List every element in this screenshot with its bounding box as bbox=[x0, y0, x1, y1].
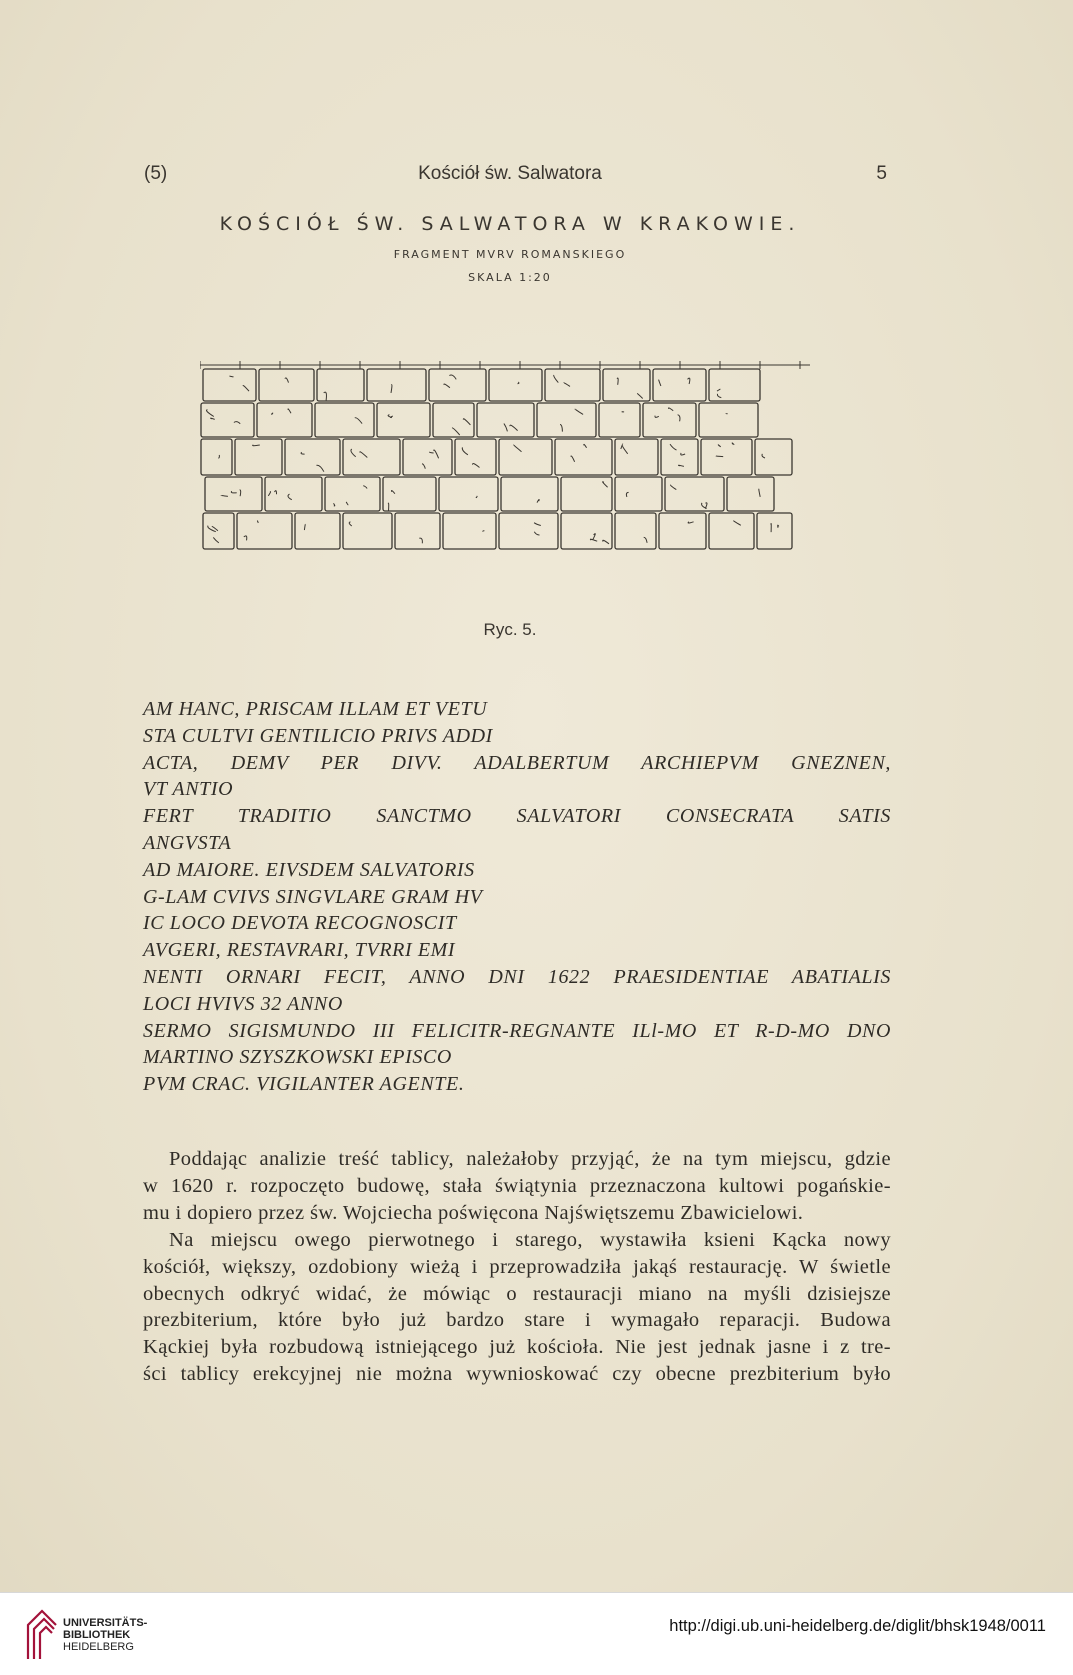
wall-stone bbox=[377, 403, 430, 437]
inscription-line: AD MAIORE. EIVSDEM SALVATORIS bbox=[143, 857, 891, 884]
wall-stone bbox=[443, 513, 496, 549]
inscription-line: G-LAM CVIVS SINGVLARE GRAM HV bbox=[143, 884, 891, 911]
stone-crack bbox=[510, 425, 518, 430]
footer-bar bbox=[0, 1592, 1073, 1675]
text-line: kościół, większy, ozdobiony wieżą i przeprowadziła jakąś restaurację. W świetle bbox=[143, 1254, 891, 1281]
text-line: Na miejscu owego pierwotnego i starego, wystawiła ksieni Kącka nowy bbox=[143, 1227, 891, 1254]
wall-stone bbox=[403, 439, 452, 475]
stone-crack bbox=[518, 382, 520, 384]
wall-stone bbox=[615, 477, 662, 511]
stone-crack bbox=[275, 491, 277, 495]
stone-crack bbox=[419, 538, 422, 543]
wall-stone bbox=[439, 477, 498, 511]
figure-caption: Ryc. 5. bbox=[0, 620, 1020, 640]
university-library-logo bbox=[22, 1605, 62, 1661]
wall-stone bbox=[429, 369, 486, 401]
inscription-line: SERMO SIGISMUNDO III FELICITR-REGNANTE ILl-MO ET R-D-MO DNO bbox=[143, 1018, 891, 1045]
stone-crack bbox=[243, 385, 249, 391]
stone-crack bbox=[603, 540, 609, 544]
stone-crack bbox=[554, 375, 559, 383]
stone-crack bbox=[668, 408, 673, 411]
stone-crack bbox=[449, 375, 456, 379]
stone-crack bbox=[759, 489, 760, 497]
stone-crack bbox=[734, 521, 741, 525]
wall-stone bbox=[599, 403, 640, 437]
stone-crack bbox=[304, 524, 305, 530]
stone-crack bbox=[211, 418, 215, 419]
stone-crack bbox=[231, 491, 236, 493]
wall-stone bbox=[537, 403, 596, 437]
stone-crack bbox=[218, 455, 219, 458]
stone-crack bbox=[301, 452, 305, 454]
stone-crack bbox=[391, 385, 392, 393]
stone-crack bbox=[434, 450, 439, 458]
stone-crack bbox=[334, 503, 335, 506]
stone-crack bbox=[349, 522, 352, 526]
inscription-line: NENTI ORNARI FECIT, ANNO DNI 1622 PRAESIDENTIAE ABATIALIS bbox=[143, 964, 891, 991]
library-name-line: BIBLIOTHEK bbox=[63, 1629, 147, 1641]
wall-stone bbox=[499, 439, 552, 475]
page-number: 5 bbox=[876, 163, 887, 185]
wall-stone bbox=[201, 403, 254, 437]
stone-crack bbox=[717, 394, 721, 398]
stone-crack bbox=[268, 492, 270, 496]
wall-stone bbox=[315, 403, 374, 437]
stone-crack bbox=[288, 409, 291, 413]
stone-crack bbox=[623, 446, 628, 454]
wall-stone bbox=[343, 439, 400, 475]
stone-crack bbox=[716, 456, 723, 457]
text-line: ści tablicy erekcyjnej nie można wywnioskować czy obecne prezbiterium było bbox=[143, 1361, 891, 1388]
text-line: w 1620 r. rozpoczęto budowę, stała świątynia przeznaczona kultowi pogańskie- bbox=[143, 1173, 891, 1200]
inscription-line: MARTINO SZYSZKOWSKI EPISCO bbox=[143, 1044, 891, 1071]
stone-crack bbox=[253, 445, 260, 446]
wall-fragment-drawing bbox=[200, 355, 830, 600]
stone-crack bbox=[221, 495, 228, 496]
figure-subtitle: FRAGMENT MVRV ROMANSKIEGO bbox=[0, 248, 1020, 261]
stone-crack bbox=[462, 447, 468, 454]
stone-crack bbox=[351, 449, 356, 457]
wall-stone bbox=[545, 369, 600, 401]
stone-crack bbox=[244, 536, 247, 540]
stone-crack bbox=[762, 454, 765, 458]
wall-stone bbox=[455, 439, 496, 475]
text-line: prezbiterium, które było już bardzo stare i wymagało reparacji. Budowa bbox=[143, 1307, 891, 1334]
stone-crack bbox=[476, 496, 477, 498]
stone-crack bbox=[670, 485, 676, 490]
inscription-text bbox=[143, 696, 891, 1098]
wall-stone bbox=[259, 369, 314, 401]
stone-crack bbox=[688, 378, 690, 384]
text-line: obecnych odkryć widać, że mówiąc o restauracji miano na myśli dzisiejsze bbox=[143, 1281, 891, 1308]
wall-stone bbox=[433, 403, 474, 437]
stone-crack bbox=[778, 525, 779, 528]
text-line: mu i dopiero przez św. Wojciecha poświęcona Najświętszemu Zbawicielowi. bbox=[143, 1200, 891, 1227]
stone-crack bbox=[617, 378, 618, 385]
wall-stone bbox=[661, 439, 698, 475]
wall-stone bbox=[699, 403, 758, 437]
stone-crack bbox=[718, 445, 720, 447]
library-name-line: HEIDELBERG bbox=[63, 1641, 147, 1653]
wall-stone bbox=[257, 403, 312, 437]
stone-crack bbox=[705, 503, 707, 509]
stone-crack bbox=[603, 482, 608, 487]
inscription-line: AM HANC, PRISCAM ILLAM ET VETU bbox=[143, 696, 891, 723]
paragraph bbox=[143, 1227, 891, 1388]
inscription-line: AVGERI, RESTAVRARI, TVRRI EMI bbox=[143, 937, 891, 964]
body-text bbox=[143, 1146, 891, 1388]
wall-stone bbox=[383, 477, 436, 511]
stone-crack bbox=[234, 422, 240, 424]
stone-crack bbox=[670, 444, 677, 450]
wall-stone bbox=[603, 369, 650, 401]
wall-stone bbox=[757, 513, 792, 549]
stone-crack bbox=[644, 537, 647, 542]
stone-crack bbox=[363, 486, 367, 489]
stone-crack bbox=[206, 410, 213, 417]
stone-crack bbox=[659, 380, 661, 386]
wall-stone bbox=[755, 439, 792, 475]
stone-crack bbox=[360, 452, 367, 458]
inscription-line: FERT TRADITIO SANCTMO SALVATORI CONSECRATA SATIS bbox=[143, 803, 891, 830]
section-number: (5) bbox=[144, 163, 167, 185]
stone-crack bbox=[483, 531, 484, 532]
wall-stone bbox=[561, 477, 612, 511]
stone-crack bbox=[271, 413, 272, 414]
wall-stone bbox=[265, 477, 322, 511]
wall-stone bbox=[709, 369, 760, 401]
inscription-line: VT ANTIO bbox=[143, 776, 891, 803]
stone-crack bbox=[717, 389, 720, 391]
stone-crack bbox=[240, 490, 241, 496]
wall-stone bbox=[237, 513, 292, 549]
stone-crack bbox=[593, 534, 596, 540]
wall-stone bbox=[499, 513, 558, 549]
inscription-line: PVM CRAC. VIGILANTER AGENTE. bbox=[143, 1071, 891, 1098]
stone-crack bbox=[688, 522, 694, 523]
wall-stone bbox=[205, 477, 262, 511]
stone-crack bbox=[534, 532, 539, 535]
stone-crack bbox=[584, 444, 587, 447]
stone-crack bbox=[655, 416, 659, 418]
stone-crack bbox=[463, 419, 470, 425]
stone-crack bbox=[316, 465, 324, 471]
stone-crack bbox=[324, 392, 327, 400]
stone-crack bbox=[626, 492, 628, 497]
figure-title: KOŚCIÓŁ ŚW. SALWATORA W KRAKOWIE. bbox=[0, 213, 1020, 235]
stone-crack bbox=[430, 452, 434, 453]
inscription-line: IC LOCO DEVOTA RECOGNOSCIT bbox=[143, 910, 891, 937]
stone-crack bbox=[537, 499, 539, 502]
inscription-line: ACTA, DEMV PER DIVV. ADALBERTUM ARCHIEPVM GNEZNEN, bbox=[143, 750, 891, 777]
wall-stone bbox=[501, 477, 558, 511]
wall-stone bbox=[615, 439, 658, 475]
wall-stone bbox=[489, 369, 542, 401]
wall-stone bbox=[561, 513, 612, 549]
inscription-line: LOCI HVIVS 32 ANNO bbox=[143, 991, 891, 1018]
stone-crack bbox=[230, 376, 234, 377]
library-name bbox=[63, 1617, 147, 1653]
stone-crack bbox=[514, 445, 522, 452]
stone-crack bbox=[355, 418, 362, 424]
paragraph bbox=[143, 1146, 891, 1227]
wall-stone bbox=[235, 439, 282, 475]
stone-crack bbox=[504, 424, 508, 432]
wall-stone bbox=[203, 369, 256, 401]
figure-scale: SKALA 1:20 bbox=[0, 271, 1020, 284]
wall-stone bbox=[285, 439, 340, 475]
stone-crack bbox=[564, 383, 570, 387]
library-name-line: UNIVERSITÄTS- bbox=[63, 1617, 147, 1629]
wall-stone bbox=[727, 477, 774, 511]
stone-crack bbox=[473, 464, 480, 468]
wall-stone bbox=[203, 513, 234, 549]
inscription-line: ANGVSTA bbox=[143, 830, 891, 857]
stone-crack bbox=[575, 409, 583, 414]
source-url-link[interactable]: http://digi.ub.uni-heidelberg.de/diglit/bhsk1948/0011 bbox=[669, 1617, 1046, 1636]
wall-stone bbox=[701, 439, 752, 475]
running-title: Kościół św. Salwatora bbox=[0, 163, 1020, 185]
stone-crack bbox=[678, 465, 683, 466]
stone-crack bbox=[732, 443, 734, 445]
stone-crack bbox=[388, 415, 392, 418]
stone-crack bbox=[213, 537, 219, 543]
stone-crack bbox=[571, 456, 575, 462]
stone-crack bbox=[392, 491, 395, 494]
text-line: Poddając analizie treść tablicy, należałoby przyjąć, że na tym miejscu, gdzie bbox=[143, 1146, 891, 1173]
wall-stone bbox=[325, 477, 380, 511]
wall-stone bbox=[367, 369, 426, 401]
stone-crack bbox=[288, 494, 292, 500]
wall-stone bbox=[477, 403, 534, 437]
inscription-line: STA CULTVI GENTILICIO PRIVS ADDI bbox=[143, 723, 891, 750]
wall-stone bbox=[343, 513, 392, 549]
stone-crack bbox=[681, 453, 685, 455]
scale-ruler bbox=[200, 361, 810, 583]
wall-stone bbox=[295, 513, 340, 549]
stone-crack bbox=[422, 464, 425, 469]
stone-crack bbox=[637, 393, 643, 398]
wall-stone bbox=[395, 513, 440, 549]
stone-crack bbox=[560, 425, 562, 432]
stone-crack bbox=[388, 503, 389, 511]
wall-stone bbox=[709, 513, 754, 549]
wall-stone bbox=[317, 369, 364, 401]
stone-crack bbox=[534, 523, 541, 526]
stone-crack bbox=[590, 539, 597, 541]
stone-crack bbox=[452, 428, 460, 435]
wall-stone bbox=[615, 513, 656, 549]
stone-crack bbox=[257, 521, 258, 523]
stone-crack bbox=[346, 502, 348, 505]
text-line: Kąckiej była rozbudową istniejącego już kościoła. Nie jest jednak jasne i z tre- bbox=[143, 1334, 891, 1361]
stone-crack bbox=[444, 384, 450, 388]
wall-stone bbox=[201, 439, 232, 475]
wall-stone bbox=[659, 513, 706, 549]
stone-crack bbox=[285, 378, 289, 383]
wall-stone bbox=[665, 477, 724, 511]
stone-crack bbox=[678, 415, 680, 422]
